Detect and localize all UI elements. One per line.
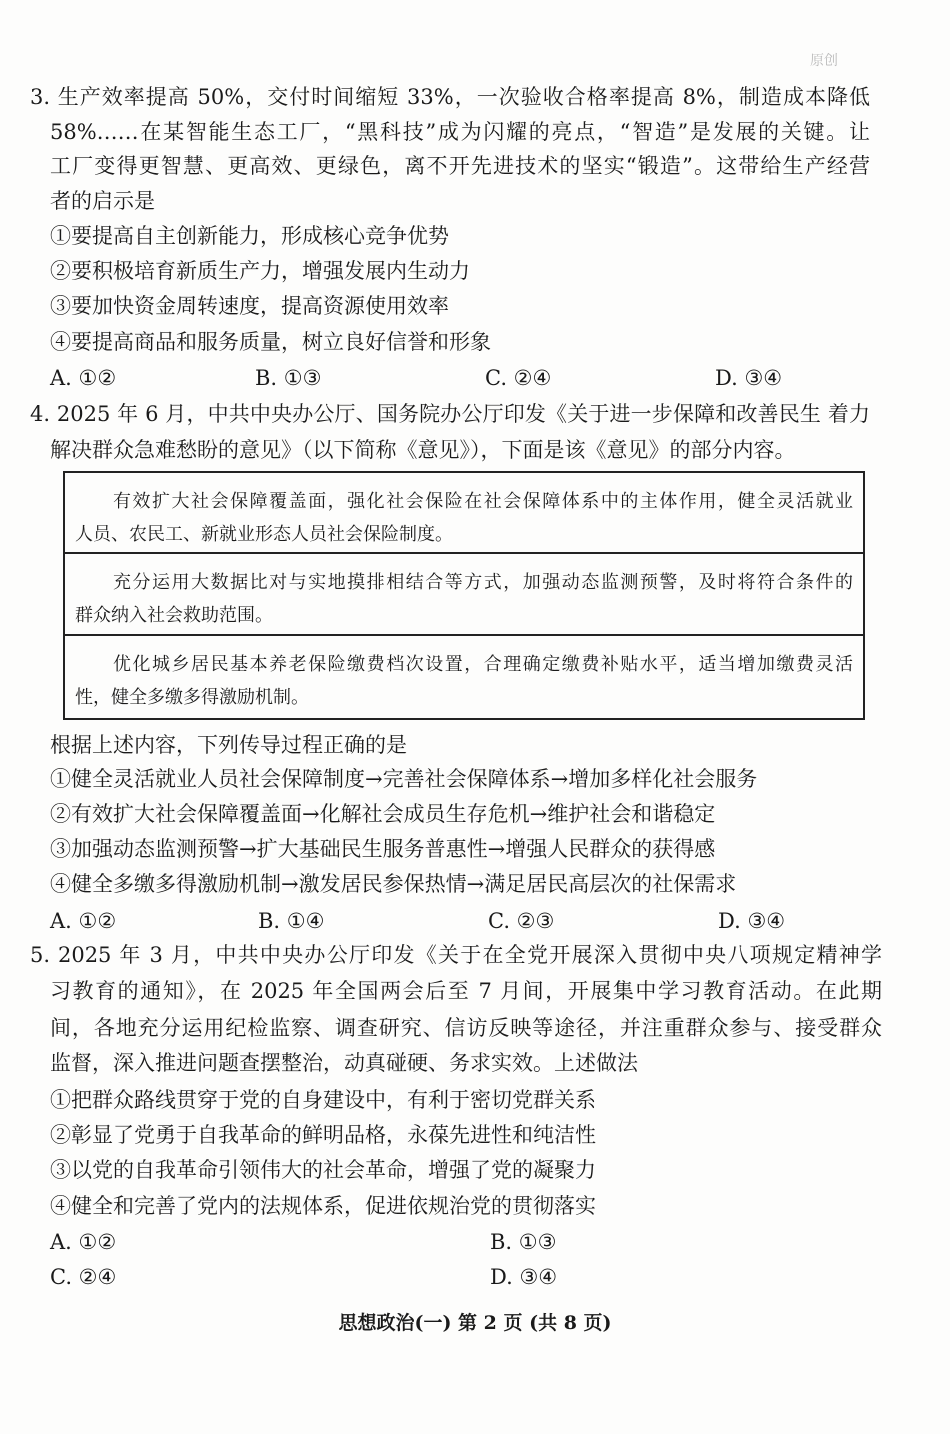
- statement: ③以党的自我革命引领伟大的社会革命，增强了党的凝聚力: [50, 1158, 596, 1182]
- question-stem-line: 工厂变得更智慧、更高效、更绿色，离不开先进技术的坚实“锻造”。这带给生产经营: [50, 154, 870, 178]
- question-stem-line: 习教育的通知》，在 2025 年全国两会后至 7 月间，开展集中学习教育活动。在此期: [50, 979, 882, 1003]
- watermark: 原创: [810, 53, 838, 69]
- statement: ①要提高自主创新能力，形成核心竞争优势: [50, 224, 449, 248]
- excerpt-line: 优化城乡居民基本养老保险缴费档次设置，合理确定缴费补贴水平，适当增加缴费灵活: [113, 654, 853, 675]
- question-stem-line: 解决群众急难愁盼的意见》（以下简称《意见》），下面是该《意见》的部分内容。: [50, 438, 796, 462]
- statement: ④健全多缴多得激励机制→激发居民参保热情→满足居民高层次的社保需求: [50, 872, 737, 896]
- question-stem-line: 5. 2025 年 3 月，中共中央办公厅印发《关于在全党开展深入贯彻中央八项规定精神学: [30, 943, 882, 967]
- statement: ③要加快资金周转速度，提高资源使用效率: [50, 294, 449, 318]
- question-stem-line: 监督，深入推进问题查摆整治，动真碰硬、务求实效。上述做法: [50, 1051, 638, 1075]
- excerpt-line: 群众纳入社会救助范围。: [75, 605, 273, 626]
- choice-d: D. ③④: [718, 909, 786, 933]
- excerpt-box: [63, 471, 865, 720]
- statement: ①健全灵活就业人员社会保障制度→完善社会保障体系→增加多样化社会服务: [50, 767, 758, 791]
- choice-b: B. ①③: [255, 366, 322, 390]
- statement: ②彰显了党勇于自我革命的鲜明品格，永葆先进性和纯洁性: [50, 1123, 596, 1147]
- choice-b: B. ①④: [258, 909, 325, 933]
- statement: ②要积极培育新质生产力，增强发展内生动力: [50, 259, 470, 283]
- excerpt-line: 人员、农民工、新就业形态人员社会保险制度。: [75, 524, 453, 545]
- statement: ④要提高商品和服务质量，树立良好信誉和形象: [50, 330, 491, 354]
- excerpt-line: 性，健全多缴多得激励机制。: [75, 687, 309, 708]
- excerpt-cell: [65, 473, 863, 554]
- statement: ④健全和完善了党内的法规体系，促进依规治党的贯彻落实: [50, 1194, 596, 1218]
- choice-d: D. ③④: [715, 366, 783, 390]
- question-stem-line: 者的启示是: [50, 189, 155, 213]
- question-stem-line: 4. 2025 年 6 月，中共中央办公厅、国务院办公厅印发《关于进一步保障和改善民生 着力: [30, 402, 870, 426]
- excerpt-cell: [65, 554, 863, 636]
- choice-d: D. ③④: [490, 1265, 558, 1289]
- choice-a: A. ①②: [50, 366, 117, 390]
- statement: ①把群众路线贯穿于党的自身建设中，有利于密切党群关系: [50, 1088, 596, 1112]
- question-stem-line: 间，各地充分运用纪检监察、调查研究、信访反映等途径，并注重群众参与、接受群众: [50, 1016, 882, 1040]
- statement: ③加强动态监测预警→扩大基础民生服务普惠性→增强人民群众的获得感: [50, 837, 716, 861]
- statement: ②有效扩大社会保障覆盖面→化解社会成员生存危机→维护社会和谐稳定: [50, 802, 716, 826]
- choice-a: A. ①②: [50, 1230, 117, 1254]
- excerpt-line: 充分运用大数据比对与实地摸排相结合等方式，加强动态监测预警，及时将符合条件的: [113, 572, 853, 593]
- excerpt-line: 有效扩大社会保障覆盖面，强化社会保险在社会保障体系中的主体作用，健全灵活就业: [113, 491, 853, 512]
- choice-a: A. ①②: [50, 909, 117, 933]
- choice-c: C. ②③: [488, 909, 555, 933]
- question-stem-line: 3. 生产效率提高 50%，交付时间缩短 33%，一次验收合格率提高 8%，制造成本降低: [30, 85, 870, 109]
- question-stem-line: 58%……在某智能生态工厂，“黑科技”成为闪耀的亮点，“智造”是发展的关键。让: [50, 120, 870, 144]
- page-footer: 思想政治(一) 第 2 页 (共 8 页): [338, 1312, 612, 1334]
- question-prompt: 根据上述内容，下列传导过程正确的是: [50, 733, 407, 757]
- choice-c: C. ②④: [50, 1265, 117, 1289]
- excerpt-cell: [65, 636, 863, 718]
- choice-b: B. ①③: [490, 1230, 557, 1254]
- choice-c: C. ②④: [485, 366, 552, 390]
